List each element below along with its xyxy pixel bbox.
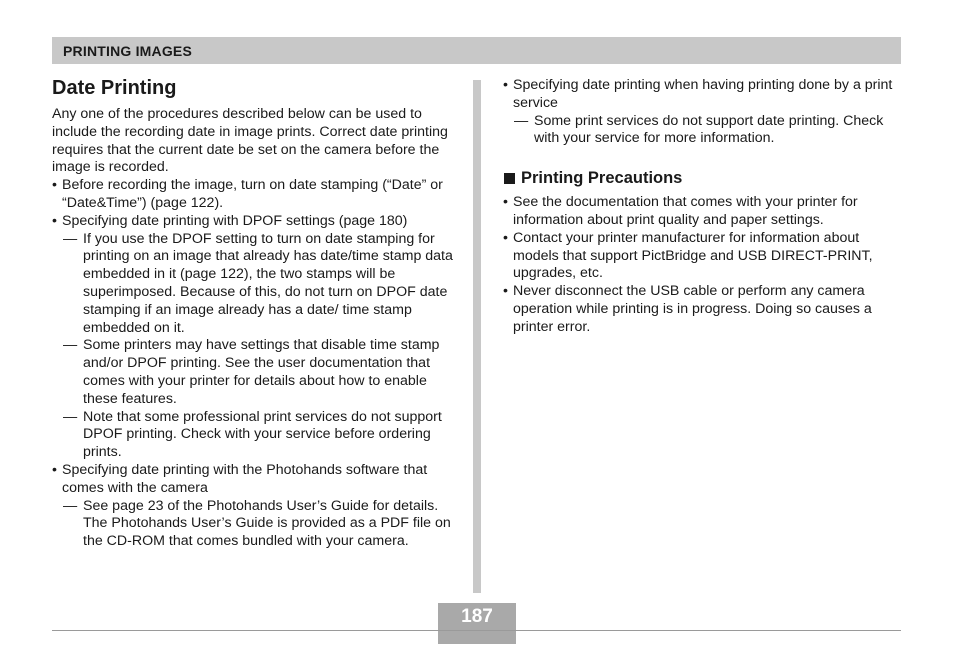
- page-number-tab: [438, 631, 516, 644]
- sub-list: [513, 113, 903, 149]
- sub-list: [62, 231, 457, 462]
- bullet-text: Specifying date printing with DPOF settings (page 180): [62, 212, 408, 229]
- sub-item: — Note that some professional print services do not support DPOF printing. Check with your service before ordering prints.: [62, 409, 457, 462]
- section-header-bar: [52, 37, 901, 64]
- page-number-box: [438, 603, 516, 644]
- sub-item: — Some print services do not support date printing. Check with your service for more information.: [513, 113, 903, 149]
- precautions-heading: [503, 168, 903, 188]
- sub-list: [62, 498, 457, 551]
- sub-item: — See page 23 of the Photohands User’s Guide for details. The Photohands User’s Guide is provided as a PDF file on the CD-ROM that comes bundled with your camera.: [62, 498, 457, 551]
- left-column: [52, 76, 457, 551]
- right-column: [503, 77, 903, 337]
- bullet-text: Specifying date printing with the Photohands software that comes with the camera: [62, 461, 428, 496]
- list-item: • Never disconnect the USB cable or perform any camera operation while printing is in progress. Doing so causes a printer error.: [503, 283, 903, 336]
- page-title: Date Printing: [52, 77, 177, 99]
- bullet-text: Specifying date printing when having printing done by a print service: [513, 77, 893, 111]
- intro-paragraph: Any one of the procedures described below can be used to include the recording date in image prints. Correct date printing requires that the current date be set on the camera before the image is recorded.: [52, 106, 448, 176]
- column-divider: [473, 80, 481, 593]
- list-item: • See the documentation that comes with your printer for information about print quality and paper settings.: [503, 194, 903, 230]
- section-title: PRINTING IMAGES: [63, 43, 193, 59]
- left-bullet-list: [52, 177, 457, 551]
- list-item: [52, 177, 457, 213]
- right-bullet-list: [503, 77, 903, 148]
- list-item: • Contact your printer manufacturer for information about models that support PictBridge and USB DIRECT-PRINT, upgrades, etc.: [503, 230, 903, 283]
- sub-item: — If you use the DPOF setting to turn on date stamping for printing on an image that already has date/time stamp data embedded in it (page 122), the two stamps will be superimposed. Because of this, do not turn on DPOF date stamping if an image already has a date/ time stamp embedded on it.: [62, 231, 457, 338]
- bullet-text: Before recording the image, turn on date stamping (“Date” or “Date&Time”) (page 122).: [62, 177, 443, 211]
- sub-item: — Some printers may have settings that disable time stamp and/or DPOF printing. See the user documentation that comes with your printer for details about how to enable these features.: [62, 337, 457, 408]
- precautions-list: [503, 194, 903, 336]
- list-item: [503, 77, 903, 148]
- page-number: 187: [438, 603, 516, 630]
- list-item: [52, 462, 457, 551]
- list-item: [52, 213, 457, 462]
- black-square-icon: [504, 173, 515, 184]
- precautions-title: Printing Precautions: [521, 169, 683, 188]
